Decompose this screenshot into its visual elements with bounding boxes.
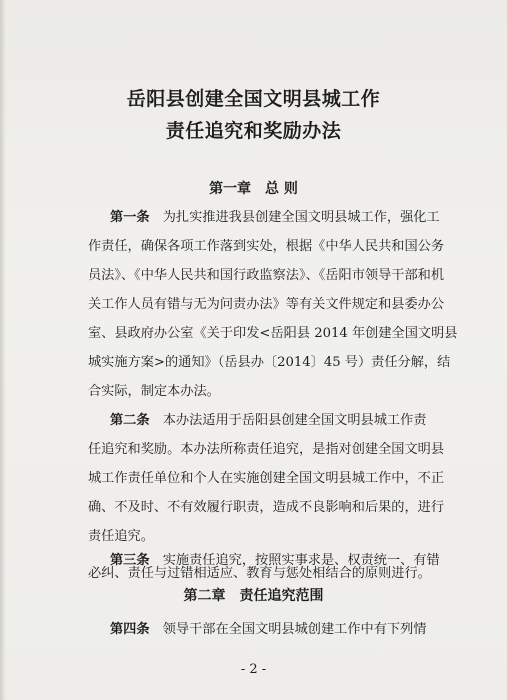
article-1-line-2: 作责任，确保各项工作落到实处，根据《中华人民共和国公务 bbox=[88, 239, 445, 254]
document-title-line2: 责任追究和奖励办法 bbox=[165, 120, 342, 142]
article-1-line-6: 城实施方案>的通知》（岳县办〔2014〕45 号）责任分解，结 bbox=[88, 355, 451, 370]
article-2-line-5: 责任追究。 bbox=[88, 529, 154, 544]
page-number: - 2 - bbox=[240, 662, 267, 677]
article-1-line-1: 第一条 为扎实推进我县创建全国文明县城工作，强化工 bbox=[110, 210, 440, 225]
article-4-line-1: 第四条 领导干部在全国文明县城创建工作中有下列情 bbox=[110, 622, 427, 637]
article-1-line-4: 关工作人员有错与无为问责办法》等有关文件规定和县委办公 bbox=[88, 297, 445, 312]
article-3-line-2: 必纠、责任与过错相适应、教育与惩处相结合的原则进行。 bbox=[88, 566, 431, 581]
chapter-heading-2: 第二章 责任追究范围 bbox=[183, 588, 324, 604]
article-1-label: 第一条 bbox=[110, 210, 150, 225]
article-2-line-4: 确、不及时、不有效履行职责，造成不良影响和后果的，进行 bbox=[88, 500, 445, 515]
article-4-label: 第四条 bbox=[110, 622, 150, 637]
article-3-label: 第三条 bbox=[110, 553, 150, 568]
article-1-line-7: 合实际，制定本办法。 bbox=[88, 384, 220, 399]
article-2-line-2: 任追究和奖励。本办法所称责任追究，是指对创建全国文明县 bbox=[88, 442, 445, 457]
chapter-heading-1: 第一章 总 则 bbox=[209, 181, 298, 197]
article-2-label: 第二条 bbox=[110, 413, 150, 428]
article-2-line-1: 第二条 本办法适用于岳阳县创建全国文明县城工作责 bbox=[110, 413, 427, 428]
document-title-line1: 岳阳县创建全国文明县城工作 bbox=[126, 88, 381, 110]
article-2-line-3: 城工作责任单位和个人在实施创建全国文明县城工作中，不正 bbox=[88, 471, 445, 486]
article-1-line-5: 室、县政府办公室《关于印发<岳阳县 2014 年创建全国文明县 bbox=[88, 326, 458, 341]
article-3-line-1: 第三条 实施责任追究，按照实事求是、权责统一、有错 bbox=[110, 553, 440, 568]
article-1-line-3: 员法》、《中华人民共和国行政监察法》、《岳阳市领导干部和机 bbox=[88, 268, 445, 283]
